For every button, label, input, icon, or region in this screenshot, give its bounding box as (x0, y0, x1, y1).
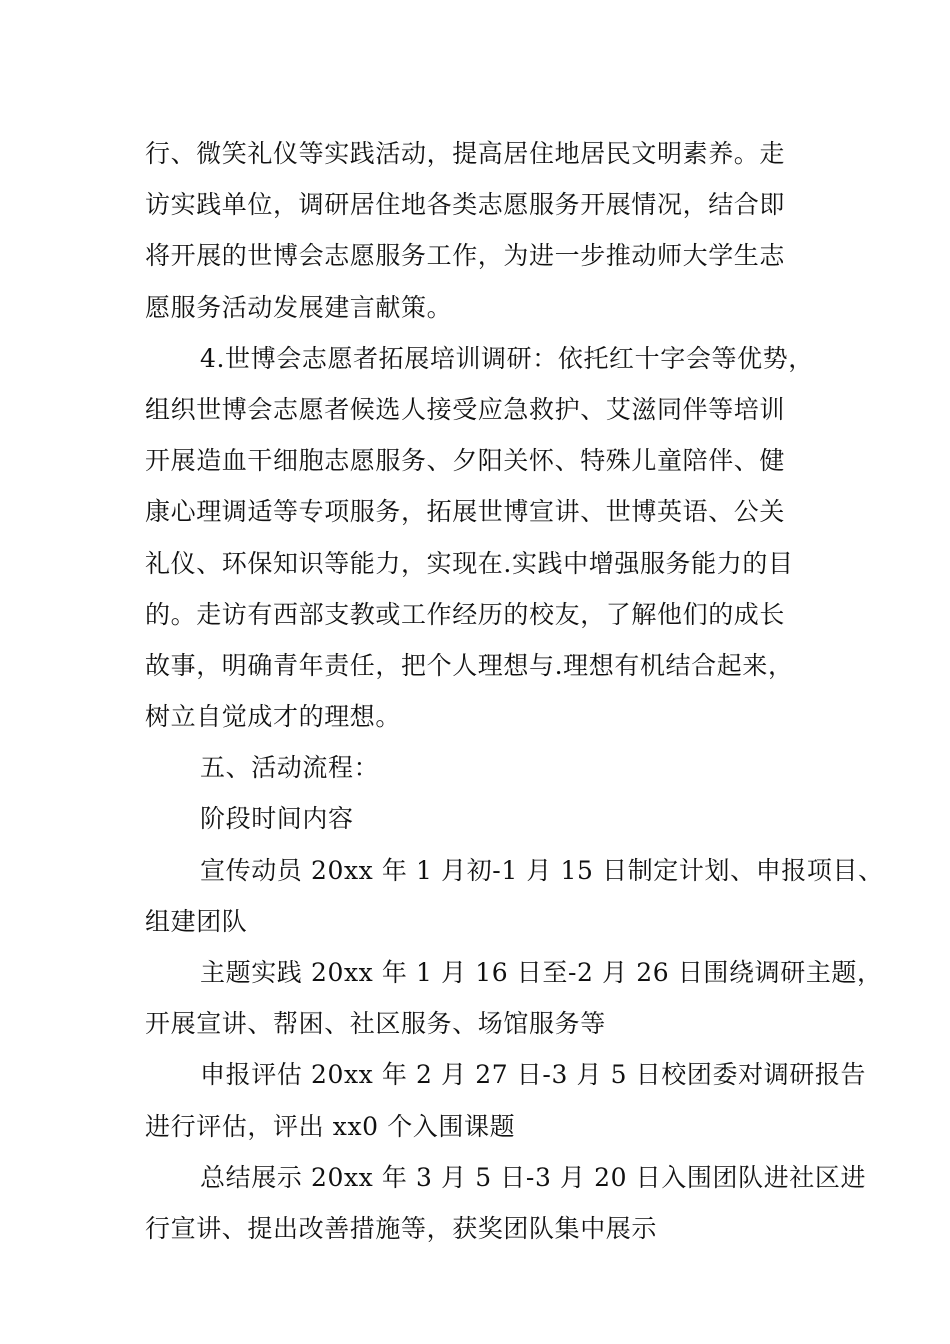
text-line: 故事，明确青年责任，把个人理想与.理想有机结合起来， (145, 650, 794, 680)
text-line: 开展宣讲、帮困、社区服务、场馆服务等 (145, 1009, 606, 1039)
text-line: 主题实践 20xx 年 1 月 16 日至-2 月 26 日围绕调研主题， (200, 958, 883, 987)
text-line: 申报评估 20xx 年 2 月 27 日-3 月 5 日校团委对调研报告 (200, 1060, 867, 1090)
text-line: 4.世博会志愿者拓展培训调研：依托红十字会等优势， (200, 343, 814, 373)
text-line: 愿服务活动发展建言献策。 (145, 292, 453, 322)
text-line: 访实践单位，调研居住地各类志愿服务开展情况，结合即 (145, 190, 786, 220)
text-line: 阶段时间内容 (200, 804, 354, 834)
document-body (145, 128, 884, 1254)
text-line: 行、微笑礼仪等实践活动，提高居住地居民文明素养。走 (145, 139, 786, 168)
text-line: 五、活动流程： (200, 753, 380, 783)
text-line: 将开展的世博会志愿服务工作，为进一步推动师大学生志 (145, 241, 786, 271)
text-line: 宣传动员 20xx 年 1 月初-1 月 15 日制定计划、申报项目、 (200, 855, 884, 885)
text-line: 的。走访有西部支教或工作经历的校友，了解他们的成长 (145, 599, 786, 629)
text-line: 组织世博会志愿者候选人接受应急救护、艾滋同伴等培训 (145, 394, 786, 424)
text-line: 开展造血干细胞志愿服务、夕阳关怀、特殊儿童陪伴、健 (145, 446, 786, 476)
text-line: 礼仪、环保知识等能力，实现在.实践中增强服务能力的目 (145, 548, 794, 578)
text-line: 组建团队 (145, 906, 248, 936)
text-line: 康心理调适等专项服务，拓展世博宣讲、世博英语、公关 (145, 497, 786, 527)
text-line: 进行评估，评出 xx0 个入围课题 (145, 1111, 516, 1141)
text-line: 总结展示 20xx 年 3 月 5 日-3 月 20 日入围团队进社区进 (200, 1162, 867, 1192)
text-line: 树立自觉成才的理想。 (145, 702, 402, 732)
text-line: 行宣讲、提出改善措施等，获奖团队集中展示 (145, 1213, 658, 1243)
